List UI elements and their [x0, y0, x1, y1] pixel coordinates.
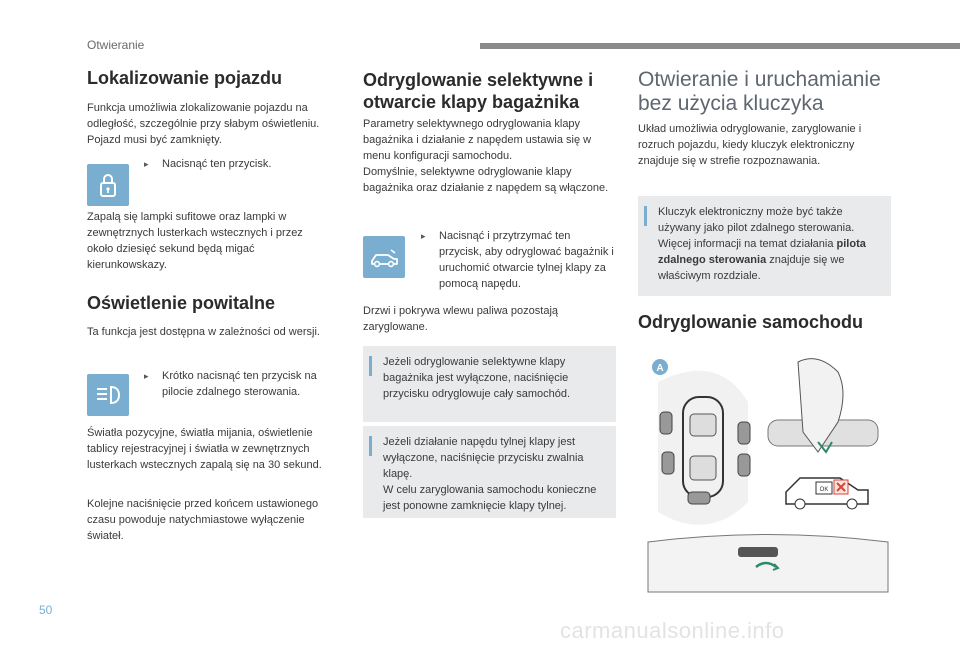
note-selective-disabled	[363, 346, 616, 422]
step-press-lock-button: ▸ Nacisnąć ten przycisk.	[144, 158, 272, 170]
note-electronic-key	[638, 196, 891, 296]
paragraph-locating-result: Zapalą się lampki sufitowe oraz lampki w zewnętrznych lusterkach wstecznych i przez około dziesięć sekund będą migać kierunkowskazy.	[87, 211, 303, 271]
heading-welcome-lighting: Oświetlenie powitalne	[87, 293, 276, 313]
page-number: 50	[39, 603, 53, 617]
heading-selective-unlock: Odryglowanie selektywne i otwarcie klapy bagażnika	[363, 70, 594, 112]
illustration-keyless-unlock	[638, 342, 896, 606]
heading-keyless-entry: Otwieranie i uruchamianie bez użycia kluczyka	[638, 68, 881, 115]
paragraph-locating-intro: Funkcja umożliwia zlokalizowanie pojazdu na odległość, szczególnie przy słabym oświetleniu. Pojazd musi być zamknięty.	[87, 102, 320, 146]
paragraph-welcome-result: Światła pozycyjne, światła mijania, oświetlenie tablicy rejestracyjnej i światła w zewnętrznych lusterkach wstecznych zapalą się na 30 sekund.	[87, 427, 322, 471]
note-accent-bar	[369, 356, 372, 376]
lock-key-icon	[87, 164, 129, 206]
paragraph-welcome-cancel: Kolejne naciśnięcie przed końcem ustawionego czasu powoduje natychmiastowe wyłączenie świateł.	[87, 498, 319, 542]
heading-vehicle-locating: Lokalizowanie pojazdu	[87, 68, 283, 88]
note-text	[383, 434, 606, 514]
running-header: Otwieranie	[87, 38, 145, 52]
note-power-disabled	[363, 426, 616, 518]
car-tailgate-icon	[363, 236, 405, 278]
step-press-remote-button: ▸ Krótko nacisnąć ten przycisk na pilocie zdalnego sterowania.	[144, 370, 317, 398]
paragraph-doors-locked: Drzwi i pokrywa wlewu paliwa pozostają zaryglowane.	[363, 305, 559, 333]
paragraph-selective-intro-a: Parametry selektywnego odryglowania klapy bagażnika i działanie z napędem ustawia się w menu konfiguracji samochodu.	[363, 118, 592, 162]
ok-label: OK	[819, 487, 829, 493]
step-hold-tailgate-button: ▸ Nacisnąć i przytrzymać ten przycisk, aby odryglować bagażnik i uruchomić otwarcie tylnej klapy za pomocą napędu.	[421, 230, 614, 290]
note-text-b: W celu zaryglowania samochodu konieczne jest ponowne zamknięcie klapy tylnej.	[383, 484, 597, 512]
note-accent-bar	[644, 206, 647, 226]
note-accent-bar	[369, 436, 372, 456]
watermark: carmanualsonline.info	[560, 618, 785, 643]
paragraph-selective-intro-b: Domyślnie, selektywne odryglowanie klapy bagażnika oraz działanie z napędem są włączone.	[363, 166, 609, 194]
header-bar	[480, 43, 960, 49]
headlamp-icon	[87, 374, 129, 416]
paragraph-welcome-intro: Ta funkcja jest dostępna w zależności od wersji.	[87, 326, 320, 338]
note-text-b: znajduje się we właściwym rozdziale.	[658, 254, 845, 282]
marker-a: A	[656, 363, 664, 374]
note-text	[658, 204, 881, 284]
note-text: Jeżeli odryglowanie selektywne klapy bagażnika jest wyłączone, naciśnięcie przycisku odryglowuje cały samochód.	[383, 356, 571, 400]
note-text-a: Kluczyk elektroniczny może być także używany jako pilot zdalnego sterowania. Więcej informacji na temat działania	[658, 206, 855, 250]
heading-unlocking-vehicle: Odryglowanie samochodu	[638, 312, 864, 332]
illustration-svg	[638, 342, 896, 606]
paragraph-keyless-intro: Układ umożliwia odryglowanie, zaryglowanie i rozruch pojazdu, kiedy kluczyk elektroniczny znajduje się w strefie rozpoznawania.	[638, 123, 862, 167]
note-text-bold: pilota zdalnego sterowania	[658, 238, 866, 266]
note-text-a: Jeżeli działanie napędu tylnej klapy jest wyłączone, naciśnięcie przycisku zwalnia klapę.	[383, 436, 584, 480]
